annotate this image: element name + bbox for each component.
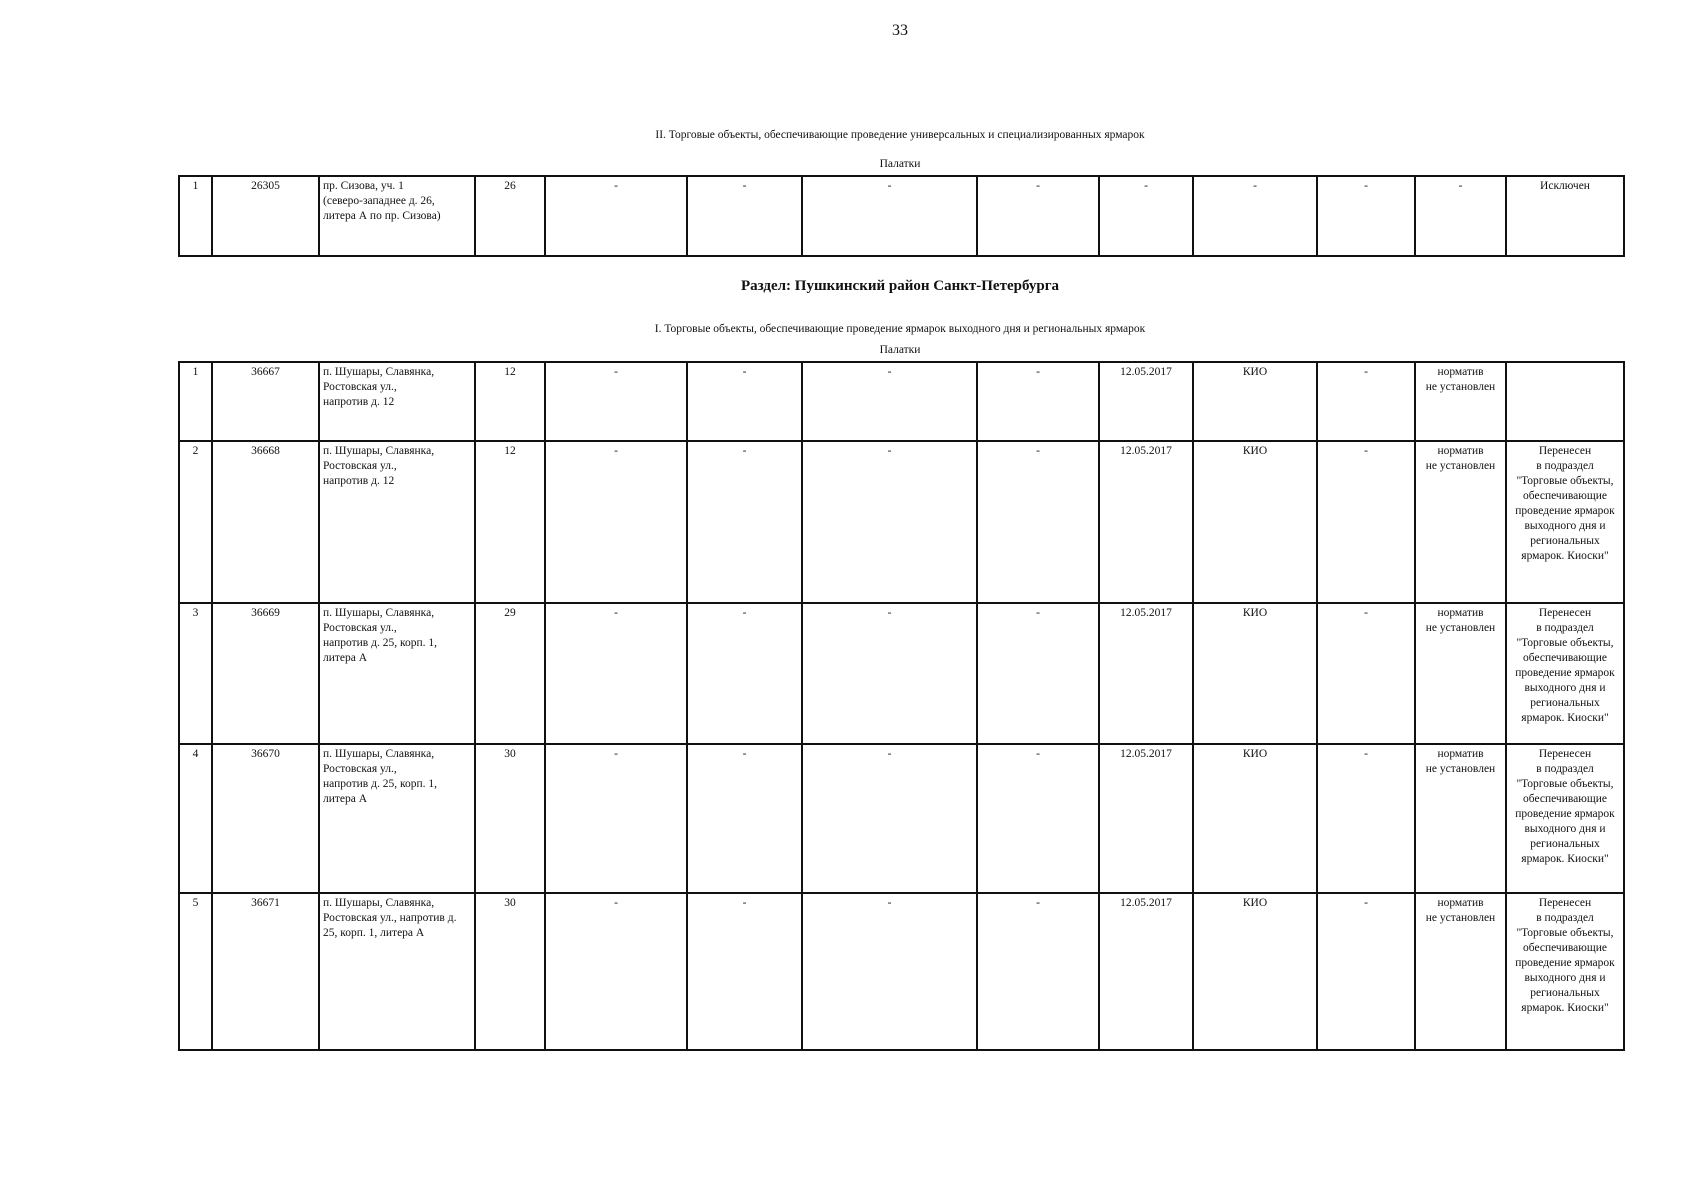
cell-org: КИО: [1193, 441, 1317, 603]
cell-date: 12.05.2017: [1099, 362, 1193, 441]
cell-norm: норматив не установлен: [1415, 893, 1506, 1050]
table-row: [179, 744, 1624, 893]
cell-col5: -: [545, 603, 687, 744]
table-weekend-fairs: [178, 361, 1625, 1051]
cell-col5: -: [545, 441, 687, 603]
cell-col6: -: [687, 441, 802, 603]
cell-col11: -: [1317, 744, 1415, 893]
cell-note: Исключен: [1506, 176, 1624, 256]
cell-date: 12.05.2017: [1099, 441, 1193, 603]
cell-col7: -: [802, 176, 977, 256]
cell-col7: -: [802, 744, 977, 893]
table-universal-fairs: [178, 175, 1625, 257]
page-number: 33: [892, 22, 908, 39]
cell-note: Перенесен в подраздел "Торговые объекты, обеспечивающие проведение ярмарок выходного дня и региональных ярмарок. Киоски": [1506, 893, 1624, 1050]
section-subtitle-universal-fairs: II. Торговые объекты, обеспечивающие проведение универсальных и специализированных ярмарок: [655, 129, 1145, 141]
cell-area: 12: [475, 362, 545, 441]
cell-id: 36671: [212, 893, 319, 1050]
cell-id: 36667: [212, 362, 319, 441]
cell-area: 12: [475, 441, 545, 603]
type-label-tents-top: Палатки: [879, 158, 921, 170]
cell-id: 36670: [212, 744, 319, 893]
cell-date: 12.05.2017: [1099, 603, 1193, 744]
cell-num: 1: [179, 176, 212, 256]
type-label-tents-main: Палатки: [879, 344, 921, 356]
cell-col7: -: [802, 603, 977, 744]
cell-col5: -: [545, 893, 687, 1050]
cell-col9: -: [1099, 176, 1193, 256]
cell-address: п. Шушары, Славянка, Ростовская ул., напротив д. 25, корп. 1, литера А: [319, 744, 475, 893]
cell-col11: -: [1317, 441, 1415, 603]
cell-col6: -: [687, 893, 802, 1050]
cell-address: п. Шушары, Славянка, Ростовская ул., напротив д. 12: [319, 362, 475, 441]
cell-num: 1: [179, 362, 212, 441]
cell-area: 30: [475, 744, 545, 893]
cell-address: пр. Сизова, уч. 1 (северо-западнее д. 26, литера А по пр. Сизова): [319, 176, 475, 256]
table-row: [179, 441, 1624, 603]
cell-col7: -: [802, 362, 977, 441]
cell-col8: -: [977, 893, 1099, 1050]
cell-area: 29: [475, 603, 545, 744]
cell-note: Перенесен в подраздел "Торговые объекты, обеспечивающие проведение ярмарок выходного дня и региональных ярмарок. Киоски": [1506, 603, 1624, 744]
cell-note: Перенесен в подраздел "Торговые объекты, обеспечивающие проведение ярмарок выходного дня и региональных ярмарок. Киоски": [1506, 744, 1624, 893]
cell-col8: -: [977, 441, 1099, 603]
table-row: [179, 176, 1624, 256]
cell-col11: -: [1317, 603, 1415, 744]
cell-norm: норматив не установлен: [1415, 441, 1506, 603]
cell-col6: -: [687, 176, 802, 256]
cell-col11: -: [1317, 362, 1415, 441]
cell-num: 4: [179, 744, 212, 893]
table-row: [179, 362, 1624, 441]
cell-col8: -: [977, 603, 1099, 744]
cell-address: п. Шушары, Славянка, Ростовская ул., напротив д. 25, корп. 1, литера А: [319, 893, 475, 1050]
cell-norm: норматив не установлен: [1415, 603, 1506, 744]
cell-col12: -: [1415, 176, 1506, 256]
cell-norm: норматив не установлен: [1415, 362, 1506, 441]
cell-num: 3: [179, 603, 212, 744]
cell-col6: -: [687, 603, 802, 744]
cell-norm: норматив не установлен: [1415, 744, 1506, 893]
cell-org: КИО: [1193, 362, 1317, 441]
cell-col11: -: [1317, 893, 1415, 1050]
cell-note: Перенесен в подраздел "Торговые объекты, обеспечивающие проведение ярмарок выходного дня и региональных ярмарок. Киоски": [1506, 441, 1624, 603]
cell-num: 2: [179, 441, 212, 603]
cell-col7: -: [802, 893, 977, 1050]
cell-org: КИО: [1193, 744, 1317, 893]
cell-col5: -: [545, 362, 687, 441]
section-title-pushkinsky: Раздел: Пушкинский район Санкт-Петербурга: [740, 278, 1060, 294]
section-subtitle-weekend-fairs: I. Торговые объекты, обеспечивающие проведение ярмарок выходного дня и региональных ярмарок: [654, 323, 1146, 335]
cell-id: 36669: [212, 603, 319, 744]
cell-num: 5: [179, 893, 212, 1050]
cell-col6: -: [687, 744, 802, 893]
cell-org: КИО: [1193, 893, 1317, 1050]
cell-col5: -: [545, 744, 687, 893]
table-row: [179, 893, 1624, 1050]
cell-area: 26: [475, 176, 545, 256]
cell-date: 12.05.2017: [1099, 744, 1193, 893]
cell-col8: -: [977, 176, 1099, 256]
cell-id: 36668: [212, 441, 319, 603]
cell-col10: -: [1193, 176, 1317, 256]
table-row: [179, 603, 1624, 744]
cell-col6: -: [687, 362, 802, 441]
cell-address: п. Шушары, Славянка, Ростовская ул., напротив д. 25, корп. 1, литера А: [319, 603, 475, 744]
cell-col7: -: [802, 441, 977, 603]
cell-note: [1506, 362, 1624, 441]
cell-col5: -: [545, 176, 687, 256]
cell-col11: -: [1317, 176, 1415, 256]
cell-col8: -: [977, 362, 1099, 441]
cell-area: 30: [475, 893, 545, 1050]
cell-date: 12.05.2017: [1099, 893, 1193, 1050]
cell-col8: -: [977, 744, 1099, 893]
cell-org: КИО: [1193, 603, 1317, 744]
cell-id: 26305: [212, 176, 319, 256]
cell-address: п. Шушары, Славянка, Ростовская ул., напротив д. 12: [319, 441, 475, 603]
